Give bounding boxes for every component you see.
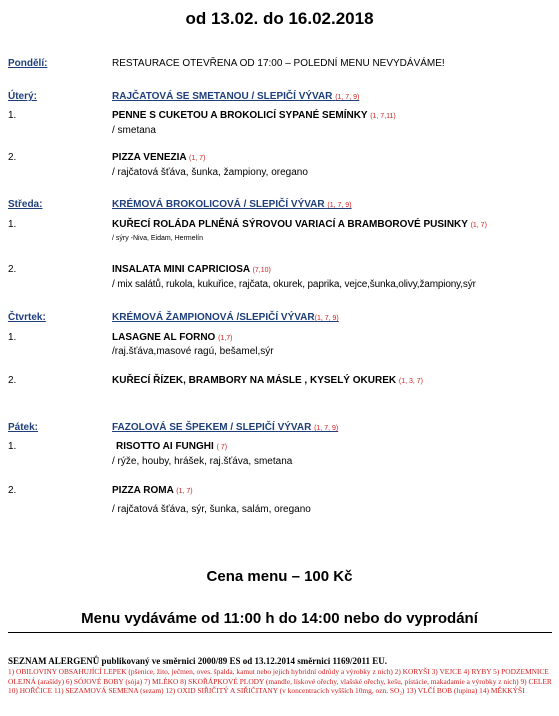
tuesday-item-1-name: PENNE S CUKETOU A BROKOLICÍ SYPANÉ SEMÍNKY (1, 7,11) — [112, 110, 396, 121]
menu-date-range-title: od 13.02. do 16.02.2018 — [185, 9, 374, 28]
wednesday-item-2-number: 2. — [8, 264, 17, 275]
menu-price: Cena menu – 100 Kč — [206, 568, 353, 585]
friday-item-1-number: 1. — [8, 441, 17, 452]
divider — [8, 632, 552, 633]
wednesday-item-1-name: KUŘECÍ ROLÁDA PLNĚNÁ SÝROVOU VARIACÍ A BRAMBOROVÉ PUSINKY (1, 7) — [112, 219, 487, 230]
wednesday-item-2-desc: / mix salátů, rukola, kukuřice, rajčata, okurek, paprika, vejce,šunka,olivy,žampiony,sýr — [112, 279, 476, 290]
thursday-item-1-number: 1. — [8, 332, 17, 343]
tuesday-item-1-desc: / smetana — [112, 125, 156, 136]
tuesday-item-2-number: 2. — [8, 152, 17, 163]
day-label-monday: Pondělí: — [8, 58, 48, 69]
monday-notice: RESTAURACE OTEVŘENA OD 17:00 – POLEDNÍ MENU NEVYDÁVÁME! — [112, 58, 445, 69]
thursday-item-2-number: 2. — [8, 375, 17, 386]
wednesday-item-2-name: INSALATA MINI CAPRICIOSA (7,10) — [112, 264, 271, 275]
wednesday-item-1-desc: / sýry -Niva, Eidam, Hermelín — [112, 235, 204, 242]
allergen-list-title: SEZNAM ALERGENŮ publikovaný ve směrnici 2000/89 ES od 13.12.2014 směrnici 1169/2011 EU. — [8, 656, 388, 666]
thursday-item-2-name: KUŘECÍ ŘÍZEK, BRAMBORY NA MÁSLE , KYSELÝ OKUREK (1, 3, 7) — [112, 375, 423, 386]
serving-hours: Menu vydáváme od 11:00 h do 14:00 nebo do vyprodání — [81, 610, 478, 627]
friday-item-1-name: RISOTTO AI FUNGHI ( 7) — [116, 441, 228, 452]
day-label-tuesday: Úterý: — [8, 91, 37, 102]
friday-item-1-desc: / rýže, houby, hrášek, raj.šťáva, smetana — [112, 456, 293, 467]
day-label-wednesday: Středa: — [8, 199, 43, 210]
thursday-soup: KRÉMOVÁ ŽAMPIONOVÁ /SLEPIČÍ VÝVAR(1, 7, 9) — [112, 312, 339, 323]
friday-item-2-desc: / rajčatová šťáva, sýr, šunka, salám, oregano — [112, 504, 311, 515]
tuesday-item-1-number: 1. — [8, 110, 17, 121]
tuesday-item-2-desc: / rajčatová šťáva, šunka, žampiony, oregano — [112, 167, 308, 178]
tuesday-item-2-name: PIZZA VENEZIA (1, 7) — [112, 152, 206, 163]
thursday-item-1-desc: /raj.šťáva,masové ragú, bešamel,sýr — [112, 346, 274, 357]
friday-item-2-name: PIZZA ROMA (1, 7) — [112, 485, 193, 496]
allergen-list-text: 1) OBILOVINY OBSAHUJÍCÍ LEPEK (pšenice, žito, ječmen, oves. špalda, kamut nebo jejich hybridní odrůdy a výrobky z nich) 2) KORYŠI 3) VEJCE 4) RYBY 5) PODZEMNICE OLEJNÁ (arašídy) 6) SÓJOVÉ BOBY (sója) 7) MLÉKO 8) SKOŘÁPKOVÉ PLODY (mandle, lískové ořechy, vlašské ořechy, kešu, pistácie, makadamie a výrobky z nich) 9) CELER 10) HOŘČICE 11) SEZAMOVÁ SEMENA (sezam) 12) OXID SIŘIČITÝ A SIŘIČITANY (v koncentracích vyšších 10mg, ozn. SO₂) 13) VLČÍ BOB (lupina) 14) MĚKKÝŠI — [8, 667, 552, 696]
wednesday-item-1-number: 1. — [8, 219, 17, 230]
thursday-item-1-name: LASAGNE AL FORNO (1,7) — [112, 332, 233, 343]
day-label-thursday: Čtvrtek: — [8, 312, 46, 323]
wednesday-soup: KRÉMOVÁ BROKOLICOVÁ / SLEPIČÍ VÝVAR (1, 7, 9) — [112, 199, 352, 210]
day-label-friday: Pátek: — [8, 422, 39, 433]
friday-item-2-number: 2. — [8, 485, 17, 496]
friday-soup: FAZOLOVÁ SE ŠPEKEM / SLEPIČÍ VÝVAR (1, 7, 9) — [112, 422, 339, 433]
tuesday-soup: RAJČATOVÁ SE SMETANOU / SLEPIČÍ VÝVAR (1, 7, 9) — [112, 91, 360, 102]
